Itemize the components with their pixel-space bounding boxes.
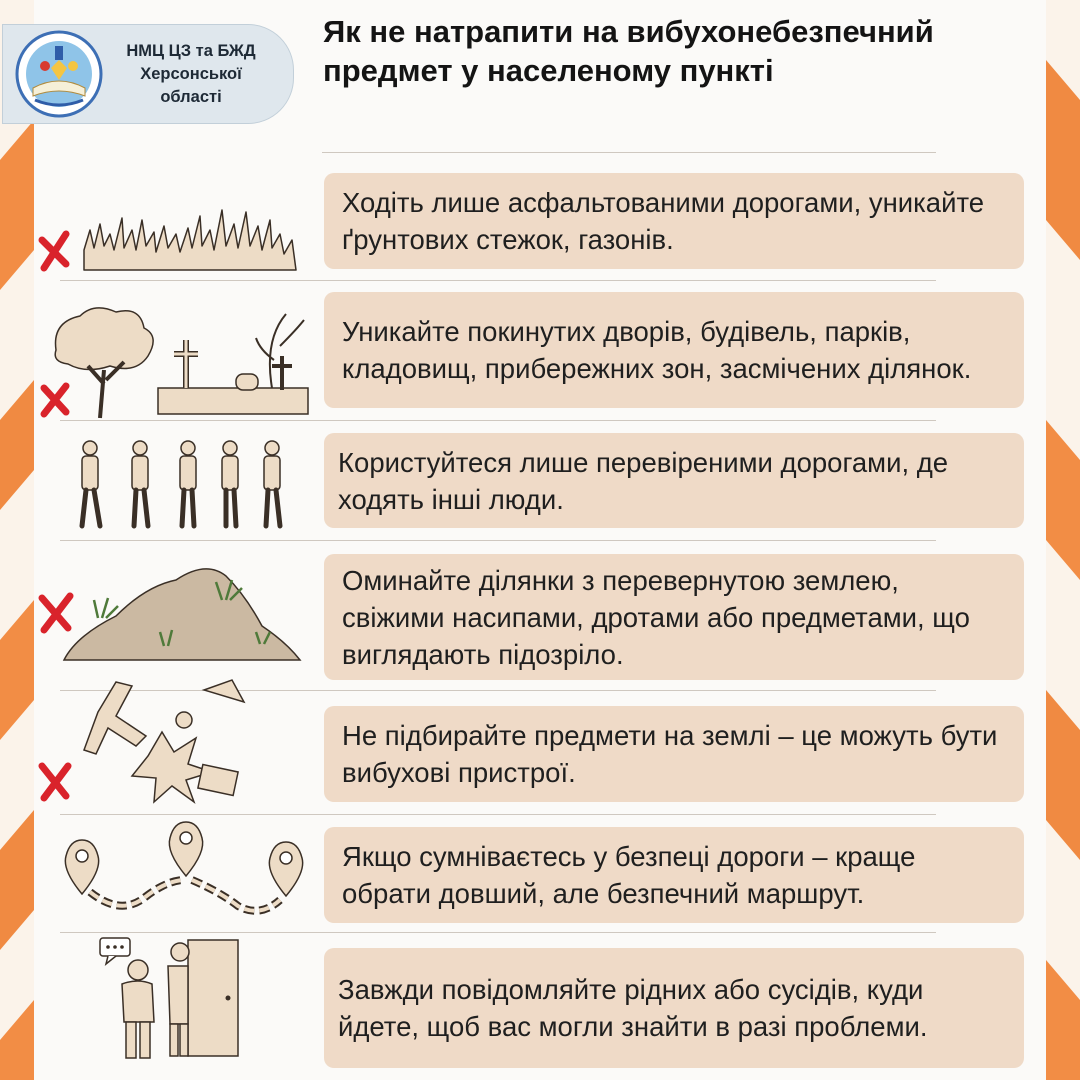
right-striped-border (1046, 0, 1080, 1080)
talking-people-icon (96, 932, 246, 1062)
tip-card (324, 706, 1024, 802)
divider (60, 814, 936, 815)
organization-name (103, 40, 293, 109)
dirt-mound-icon (36, 556, 306, 668)
route-pins-icon (60, 820, 310, 920)
explosion-icon (36, 672, 266, 808)
tip-text: Уникайте покинутих дворів, будівель, парків, кладовищ, прибережних зон, засмічених ділянок. (342, 316, 972, 384)
grass-icon (36, 190, 302, 280)
tip-text: Завжди повідомляйте рідних або сусідів, куди йдете, щоб вас могли знайти в разі проблеми. (338, 974, 928, 1042)
divider (60, 540, 936, 541)
tip-text: Якщо сумніваєтесь у безпеці дороги – краще обрати довший, але безпечний маршрут. (342, 841, 916, 909)
tip-text: Не підбирайте предмети на землі – це можуть бути вибухові пристрої. (342, 720, 998, 788)
tip-text: Оминайте ділянки з перевернутою землею, свіжими насипами, дротами або предметами, що виглядають підозріло. (342, 564, 970, 670)
tip-card (324, 433, 1024, 528)
organization-emblem-icon (15, 30, 103, 118)
people-walking-icon (70, 436, 300, 534)
tip-card (324, 292, 1024, 408)
tip-text: Ходіть лише асфальтованими дорогами, уникайте ґрунтових стежок, газонів. (342, 187, 985, 255)
organization-name-line1: НМЦ ЦЗ та БЖД (126, 41, 256, 60)
left-striped-border (0, 0, 34, 1080)
tip-card (324, 948, 1024, 1068)
organization-name-line3: області (160, 87, 222, 106)
tree-cemetery-icon (36, 300, 316, 424)
tip-card (324, 827, 1024, 923)
tip-card (324, 554, 1024, 680)
page-title: Як не натрапити на вибухонебезпечний предмет у населеному пункті (323, 14, 934, 88)
organization-name-line2: Херсонської (140, 64, 242, 83)
organization-badge (2, 24, 294, 124)
tip-text: Користуйтеся лише перевіреними дорогами, де ходять інші люди. (338, 446, 949, 515)
divider (322, 152, 936, 153)
tip-card (324, 173, 1024, 269)
divider (60, 280, 936, 281)
